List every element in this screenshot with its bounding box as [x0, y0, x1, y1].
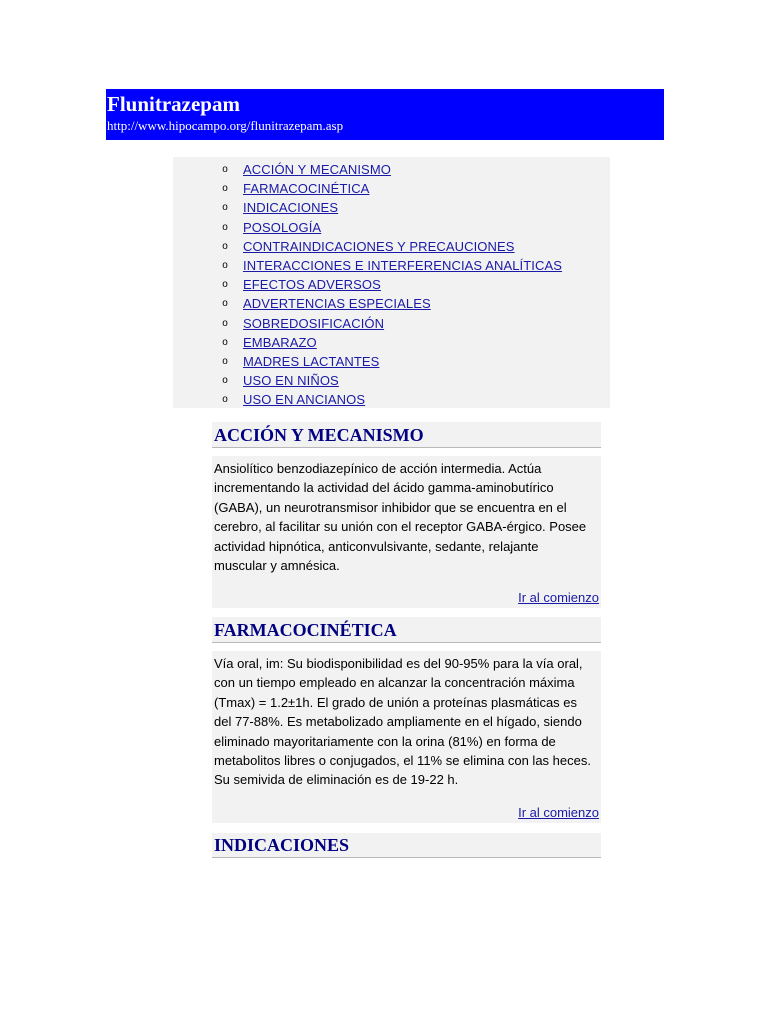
toc-item: [213, 390, 610, 409]
bullet-icon: o: [222, 279, 228, 291]
bullet-icon: o: [222, 164, 228, 176]
toc-link-efectos-adversos[interactable]: EFECTOS ADVERSOS: [243, 277, 381, 293]
bullet-icon: o: [222, 202, 228, 214]
toc-item: [213, 160, 610, 179]
body-line: Ansiolítico benzodiazepínico de acción intermedia. Actúa: [214, 461, 542, 476]
back-to-top-link[interactable]: Ir al comienzo: [518, 805, 599, 820]
bullet-icon: o: [222, 240, 228, 252]
document-title: Flunitrazepam: [107, 92, 240, 116]
body-line: (Tmax) = 1.2±1h. El grado de unión a proteínas plasmáticas es: [214, 694, 578, 710]
bullet-icon: o: [222, 298, 228, 310]
toc-link-farmacocinetica[interactable]: FARMACOCINÉTICA: [243, 181, 370, 197]
section-heading-indicaciones: INDICACIONES: [212, 833, 601, 858]
toc-link-advertencias-especiales[interactable]: ADVERTENCIAS ESPECIALES: [243, 296, 431, 312]
toc-link-posologia[interactable]: POSOLOGÍA: [243, 219, 322, 235]
toc-item: [213, 179, 610, 198]
toc-link-accion-y-mecanismo[interactable]: ACCIÓN Y MECANISMO: [243, 162, 391, 178]
toc-item: [213, 314, 610, 333]
body-line: muscular y amnésica.: [214, 558, 340, 574]
document-header: [106, 89, 664, 140]
toc-item: [213, 371, 610, 390]
toc-link-indicaciones[interactable]: INDICACIONES: [243, 200, 339, 216]
toc-link-interacciones[interactable]: INTERACCIONES E INTERFERENCIAS ANALÍTICAS: [243, 258, 563, 274]
body-line: cerebro, al facilitar su unión con el receptor GABA-érgico. Posee: [214, 519, 587, 535]
section-heading-accion-y-mecanismo: ACCIÓN Y MECANISMO: [212, 422, 601, 448]
bullet-icon: o: [222, 375, 228, 387]
toc-link-uso-en-ancianos[interactable]: USO EN ANCIANOS: [243, 392, 366, 408]
body-line: metabolitos libres o conjugados, el 11% se elimina con las heces.: [214, 753, 591, 769]
toc-item: [213, 237, 610, 256]
table-of-contents: [173, 157, 610, 408]
bullet-icon: o: [222, 317, 228, 329]
section-heading-farmacocinetica: FARMACOCINÉTICA: [212, 617, 601, 643]
toc-item: [213, 294, 610, 313]
toc-item: [213, 256, 610, 275]
toc-link-madres-lactantes[interactable]: MADRES LACTANTES: [243, 353, 380, 369]
section-body-accion-y-mecanismo: [212, 456, 601, 608]
bullet-icon: o: [222, 394, 228, 406]
toc-link-contraindicaciones[interactable]: CONTRAINDICACIONES Y PRECAUCIONES: [243, 238, 515, 254]
body-line: Vía oral, im: Su biodisponibilidad es del 90-95% para la vía oral,: [214, 656, 583, 671]
toc-item: [213, 352, 610, 371]
body-line: incrementando la actividad del ácido gamma-aminobutírico: [214, 480, 554, 496]
bullet-icon: o: [222, 183, 228, 195]
bullet-icon: o: [222, 336, 228, 348]
body-line: del 77-88%. Es metabolizado ampliamente en el hígado, siendo: [214, 714, 582, 730]
source-url: http://www.hipocampo.org/flunitrazepam.asp: [107, 118, 344, 133]
toc-item: [213, 275, 610, 294]
bullet-icon: o: [222, 355, 228, 367]
body-line: (GABA), un neurotransmisor inhibidor que se encuentra en el: [214, 499, 567, 515]
toc-item: [213, 218, 610, 237]
body-line: Su semivida de eliminación es de 19-22 h.: [214, 772, 459, 788]
bullet-icon: o: [222, 221, 228, 233]
toc-item: [213, 333, 610, 352]
body-line: eliminado mayoritariamente con la orina (81%) en forma de: [214, 733, 556, 749]
body-line: actividad hipnótica, anticonvulsivante, sedante, relajante: [214, 538, 539, 554]
toc-link-embarazo[interactable]: EMBARAZO: [243, 334, 317, 350]
toc-item: [213, 198, 610, 217]
toc-link-sobredosificacion[interactable]: SOBREDOSIFICACIÓN: [243, 315, 385, 331]
bullet-icon: o: [222, 260, 228, 272]
body-line: con un tiempo empleado en alcanzar la concentración máxima: [214, 675, 575, 691]
section-body-farmacocinetica: [212, 651, 601, 823]
toc-link-uso-en-ninos[interactable]: USO EN NIÑOS: [243, 373, 339, 389]
back-to-top-link[interactable]: Ir al comienzo: [518, 590, 599, 605]
